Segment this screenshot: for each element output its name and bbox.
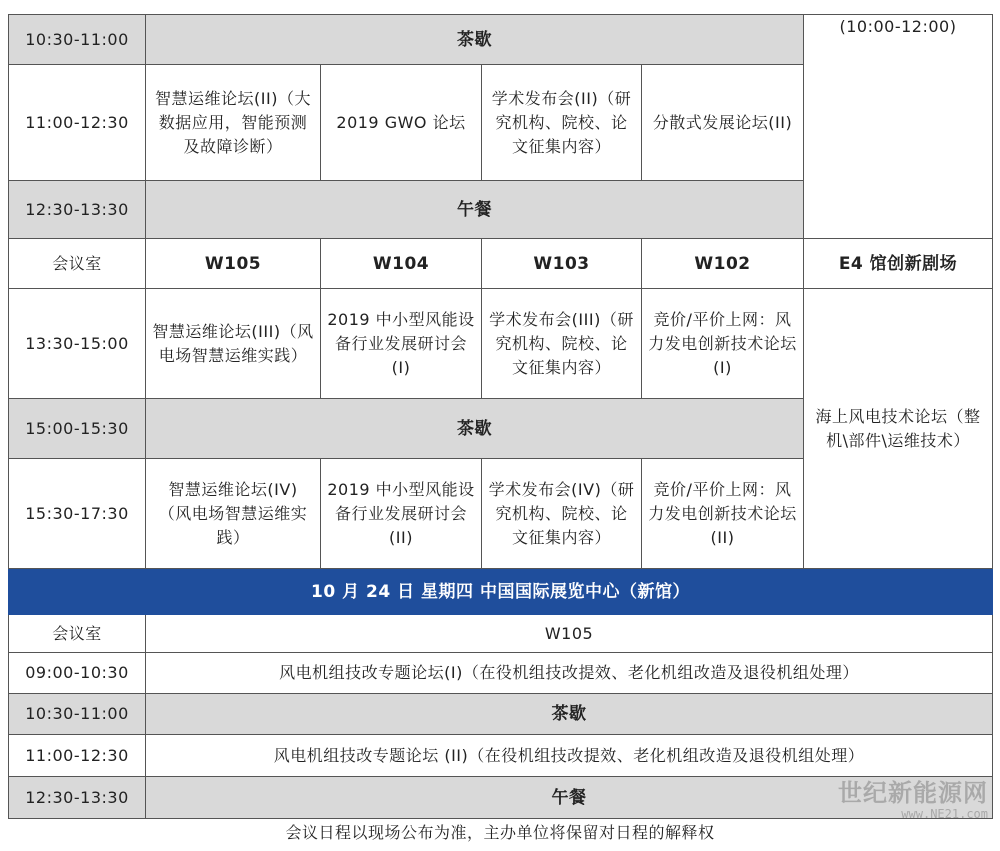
table-row [9, 615, 993, 653]
time-cell: 10:30-11:00 [9, 694, 146, 735]
time-cell: 15:00-15:30 [9, 399, 146, 459]
time-cell: 12:30-13:30 [9, 777, 146, 819]
session-cell: 智慧运维论坛(III)（风电场智慧运维实践） [146, 289, 321, 399]
table-row [9, 694, 993, 735]
table-row [9, 777, 993, 819]
session-cell: 智慧运维论坛(II)（大数据应用，智能预测及故障诊断） [146, 65, 321, 181]
watermark-url: www.NE21.com [901, 807, 988, 821]
table-row [9, 653, 993, 694]
session-cell: 学术发布会(II)（研究机构、院校、论文征集内容） [482, 65, 642, 181]
time-cell: 11:00-12:30 [9, 65, 146, 181]
tea-break-label: 茶歇 [146, 399, 804, 459]
time-cell: 12:30-13:30 [9, 181, 146, 239]
table-row [9, 15, 993, 65]
tea-break-label: 茶歇 [146, 15, 804, 65]
time-cell: 13:30-15:00 [9, 289, 146, 399]
time-cell: 15:30-17:30 [9, 459, 146, 569]
footer-note: 会议日程以现场公布为准，主办单位将保留对日程的解释权 [285, 823, 715, 842]
time-cell: 11:00-12:30 [9, 735, 146, 777]
room-w104: W104 [321, 239, 482, 289]
e4-afternoon-session: 海上风电技术论坛（整机\部件\运维技术） [804, 289, 993, 569]
tea-break-label: 茶歇 [146, 694, 993, 735]
session-cell: 竞价/平价上网：风力发电创新技术论坛(II) [642, 459, 804, 569]
session-cell: 竞价/平价上网：风力发电创新技术论坛(I) [642, 289, 804, 399]
session-cell: 风电机组技改专题论坛 (II)（在役机组技改提效、老化机组改造及退役机组处理） [146, 735, 993, 777]
session-cell: 2019 GWO 论坛 [321, 65, 482, 181]
table-row [9, 239, 993, 289]
e4-morning-time: (10:00-12:00) [804, 15, 993, 239]
session-cell: 分散式发展论坛(II) [642, 65, 804, 181]
session-cell: 风电机组技改专题论坛(I)（在役机组技改提效、老化机组改造及退役机组处理） [146, 653, 993, 694]
lunch-label: 午餐 [146, 181, 804, 239]
room-e4: E4 馆创新剧场 [804, 239, 993, 289]
room-w102: W102 [642, 239, 804, 289]
time-cell: 10:30-11:00 [9, 15, 146, 65]
session-cell: 学术发布会(III)（研究机构、院校、论文征集内容） [482, 289, 642, 399]
room-w105: W105 [146, 239, 321, 289]
day-banner: 10 月 24 日 星期四 中国国际展览中心（新馆） [9, 569, 993, 615]
session-cell: 学术发布会(IV)（研究机构、院校、论文征集内容） [482, 459, 642, 569]
time-cell: 09:00-10:30 [9, 653, 146, 694]
watermark-name: 世纪新能源网 [838, 779, 988, 807]
session-cell: 2019 中小型风能设备行业发展研讨会(II) [321, 459, 482, 569]
room-w103: W103 [482, 239, 642, 289]
schedule-table [8, 14, 993, 819]
table-row [9, 569, 993, 615]
lunch-label: 午餐 [146, 777, 993, 819]
session-cell: 2019 中小型风能设备行业发展研讨会(I) [321, 289, 482, 399]
table-row [9, 289, 993, 399]
session-cell: 智慧运维论坛(IV)（风电场智慧运维实践） [146, 459, 321, 569]
table-row [9, 735, 993, 777]
room-w105: W105 [146, 615, 993, 653]
room-header-label: 会议室 [9, 615, 146, 653]
room-header-label: 会议室 [9, 239, 146, 289]
